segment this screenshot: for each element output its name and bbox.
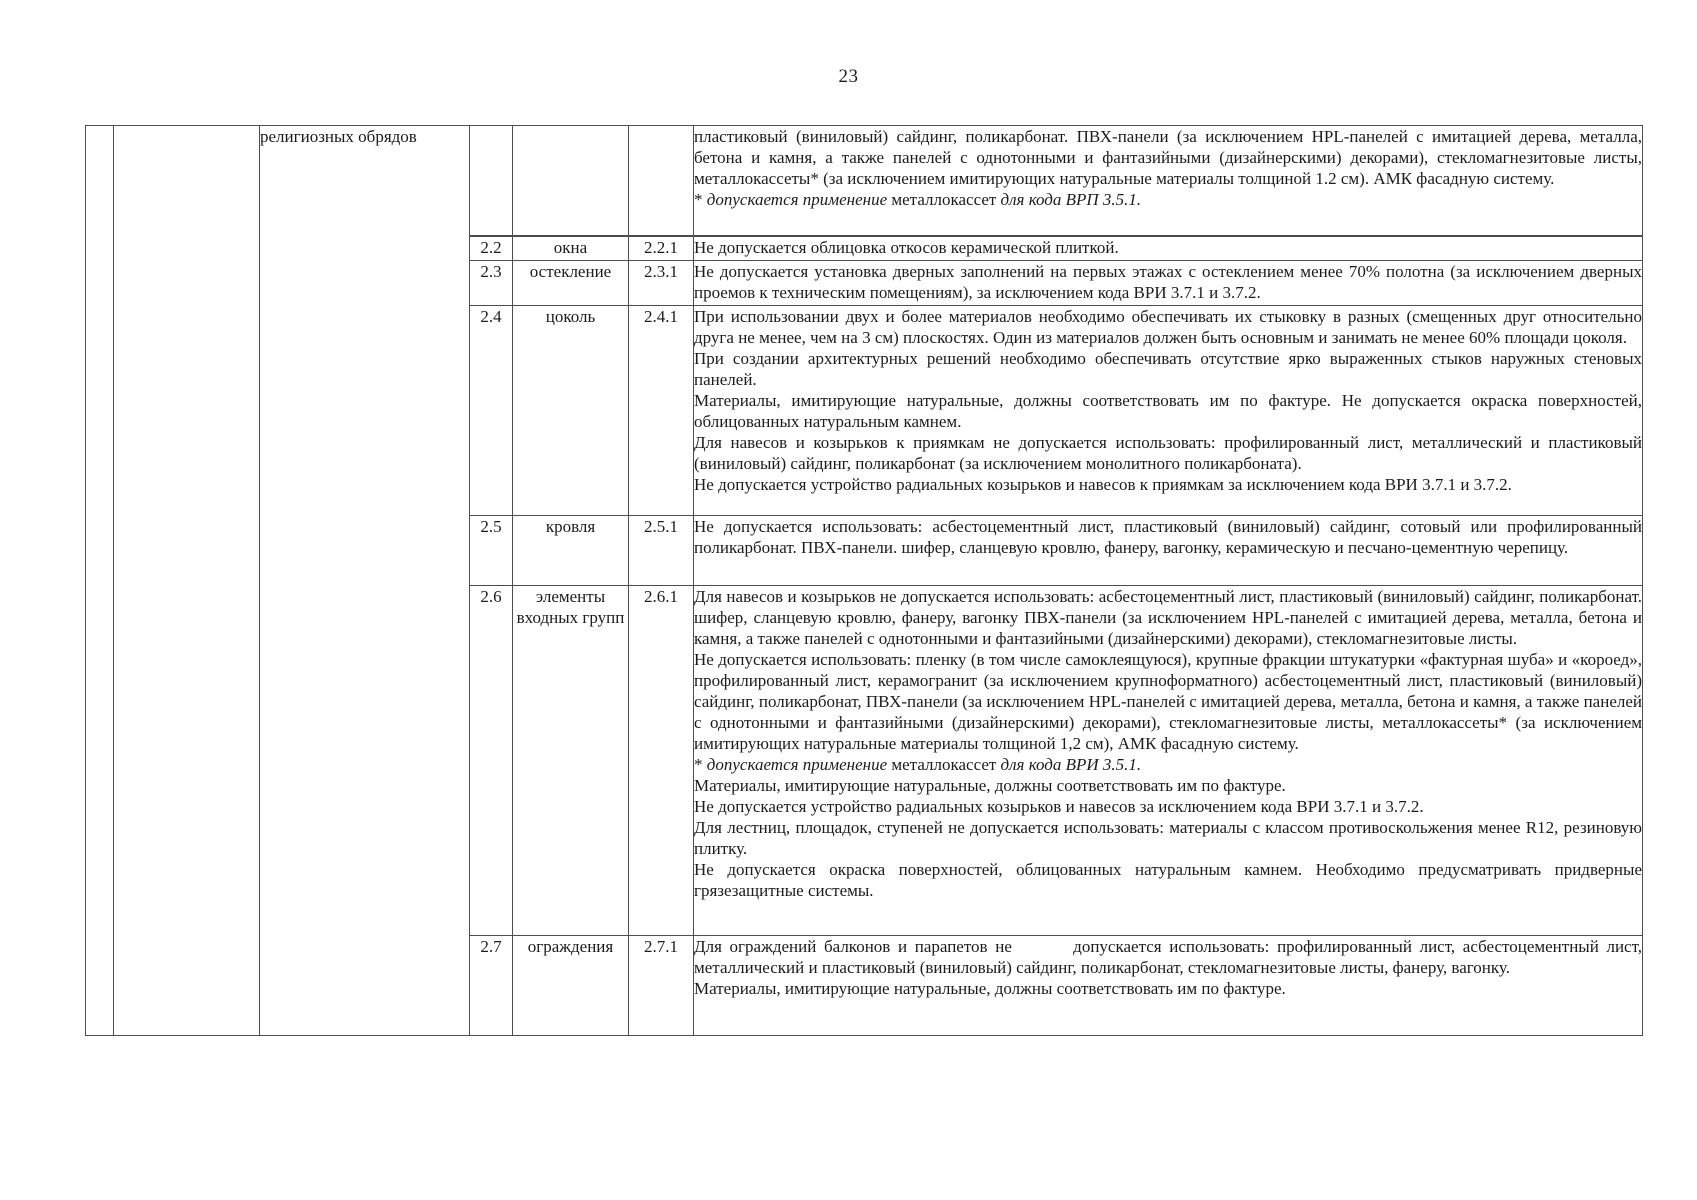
code-cell: 2.3.1 bbox=[629, 261, 694, 306]
requirement-cell bbox=[694, 306, 1643, 516]
footnote-italic: допускается применение bbox=[706, 190, 888, 209]
requirement-paragraph: Для навесов и козырьков к приямкам не допускается использовать: профилированный лист, металлический и пластиковый (виниловый) сайдинг, поликарбонат (за исключением монолитного поликарбоната). bbox=[694, 433, 1642, 473]
requirement-cell bbox=[694, 936, 1643, 1036]
code-cell bbox=[629, 126, 694, 236]
requirement-cell bbox=[694, 516, 1643, 586]
row-number-cell: 2.3 bbox=[470, 261, 513, 306]
code-cell: 2.5.1 bbox=[629, 516, 694, 586]
activity-cell bbox=[260, 126, 470, 1036]
requirement-paragraph: Не допускается устройство радиальных козырьков и навесов за исключением кода ВРИ 3.7.1 и 3.7.2. bbox=[694, 797, 1424, 816]
requirement-paragraph: пластиковый (виниловый) сайдинг, поликарбонат. ПВХ-панели (за исключением HPL-панелей с имитацией дерева, металла, бетона и камня, а также панелей с однотонными и фантазийными (дизайнерскими) декорами), стекломагнезитовые листы, металлокассеты* (за исключением имитирующих натуральные материалы толщиной 1.2 см). АМК фасадную систему. bbox=[694, 127, 1642, 188]
footnote-star: * bbox=[694, 190, 707, 209]
row-number-cell: 2.2 bbox=[470, 236, 513, 261]
element-cell: окна bbox=[513, 236, 629, 261]
requirement-paragraph: Материалы, имитирующие натуральные, должны соответствовать им по фактуре. Не допускается окраска поверхностей, облицованных натуральным камнем. bbox=[694, 391, 1642, 431]
requirement-paragraph: Не допускается использовать: асбестоцементный лист, пластиковый (виниловый) сайдинг, сотовый или профилированный поликарбонат. ПВХ-панели. шифер, сланцевую кровлю, фанеру, вагонку, керамическую и песчано-цементную черепицу. bbox=[694, 517, 1642, 557]
element-cell: ограждения bbox=[513, 936, 629, 1036]
requirement-paragraph: Для навесов и козырьков не допускается использовать: асбестоцементный лист, пластиковый (виниловый) сайдинг, поликарбонат. шифер, сланцевую кровлю, фанеру, вагонку ПВХ-панели (за исключением HPL-панелей с имитацией дерева, металла, бетона и камня, а также панелей с однотонными и фантазийными (дизайнерскими) декорами), стекломагнезитовые листы. bbox=[694, 587, 1642, 648]
footnote-italic: для кода ВРИ 3.5.1. bbox=[1000, 755, 1142, 774]
requirements-table bbox=[85, 125, 1643, 1036]
footnote-paragraph bbox=[694, 754, 1642, 775]
element-cell: остекление bbox=[513, 261, 629, 306]
footnote-plain: металлокассет bbox=[887, 755, 1001, 774]
requirement-paragraph: При создании архитектурных решений необходимо обеспечивать отсутствие ярко выраженных стыков наружных стеновых панелей. bbox=[694, 349, 1642, 389]
footnote-paragraph bbox=[694, 189, 1642, 210]
element-cell: цоколь bbox=[513, 306, 629, 516]
code-cell: 2.6.1 bbox=[629, 586, 694, 936]
element-cell bbox=[513, 126, 629, 236]
requirement-paragraph: Не допускается устройство радиальных козырьков и навесов к приямкам за исключением кода ВРИ 3.7.1 и 3.7.2. bbox=[694, 475, 1512, 494]
requirement-paragraph: Для лестниц, площадок, ступеней не допускается использовать: материалы с классом противоскольжения менее R12, резиновую плитку. bbox=[694, 818, 1642, 858]
requirement-paragraph: Не допускается использовать: пленку (в том числе самоклеящуюся), крупные фракции штукатурки «фактурная шуба» и «короед», профилированный лист, керамогранит (за исключением крупноформатного) асбестоцементный лист, пластиковый (виниловый) сайдинг, поликарбонат, ПВХ-панели (за исключением HPL-панелей с имитацией дерева, металла, бетона и камня, а также панелей с однотонными и фантазийными (дизайнерскими) декорами), стекломагнезитовые листы, металлокассеты* (за исключением имитирующих натуральные материалы толщиной 1,2 см), АМК фасадную систему. bbox=[694, 650, 1642, 753]
row-number-cell: 2.7 bbox=[470, 936, 513, 1036]
table-row-carryover bbox=[86, 126, 1643, 236]
requirement-paragraph: При использовании двух и более материалов необходимо обеспечивать их стыковку в разных (смещенных друг относительно друга не менее, чем на 3 см) плоскостях. Один из материалов должен быть основным и занимать не менее 60% площади цоколя. bbox=[694, 307, 1642, 347]
footnote-italic: допускается применение bbox=[706, 755, 888, 774]
page-number: 23 bbox=[838, 66, 859, 87]
row-number-cell: 2.4 bbox=[470, 306, 513, 516]
requirement-cell bbox=[694, 586, 1643, 936]
requirement-paragraph: Материалы, имитирующие натуральные, должны соответствовать им по фактуре. bbox=[694, 979, 1286, 998]
row-number-cell: 2.6 bbox=[470, 586, 513, 936]
requirement-paragraph: Для ограждений балконов и парапетов не допускается использовать: профилированный лист, асбестоцементный лист, металлический и пластиковый (виниловый) сайдинг, поликарбонат, стекломагнезитовые листы, фанеру, вагонку. bbox=[694, 937, 1642, 977]
requirement-paragraph: Не допускается окраска поверхностей, облицованных натуральным камнем. Необходимо предусматривать придверные грязезащитные системы. bbox=[694, 860, 1642, 900]
footnote-italic: для кода ВРП 3.5.1. bbox=[1000, 190, 1142, 209]
requirement-cell bbox=[694, 261, 1643, 306]
requirement-cell bbox=[694, 126, 1643, 236]
code-cell: 2.4.1 bbox=[629, 306, 694, 516]
row-number-cell: 2.5 bbox=[470, 516, 513, 586]
requirement-paragraph: Материалы, имитирующие натуральные, должны соответствовать им по фактуре. bbox=[694, 776, 1286, 795]
element-cell: кровля bbox=[513, 516, 629, 586]
footnote-star: * bbox=[694, 755, 707, 774]
requirement-cell bbox=[694, 236, 1643, 261]
requirement-paragraph: Не допускается установка дверных заполнений на первых этажах с остеклением менее 70% полотна (за исключением дверных проемов к техническим помещениям), за исключением кода ВРИ 3.7.1 и 3.7.2. bbox=[694, 262, 1642, 302]
type-column-cell bbox=[114, 126, 260, 1036]
activity-label: религиозных обрядов bbox=[260, 127, 417, 146]
requirement-paragraph: Не допускается облицовка откосов керамической плиткой. bbox=[694, 237, 1119, 257]
row-number-cell bbox=[470, 126, 513, 236]
index-column-cell bbox=[86, 126, 114, 1036]
code-cell: 2.7.1 bbox=[629, 936, 694, 1036]
element-cell: элементы входных групп bbox=[513, 586, 629, 936]
code-cell: 2.2.1 bbox=[629, 236, 694, 261]
footnote-plain: металлокассет bbox=[887, 190, 1001, 209]
